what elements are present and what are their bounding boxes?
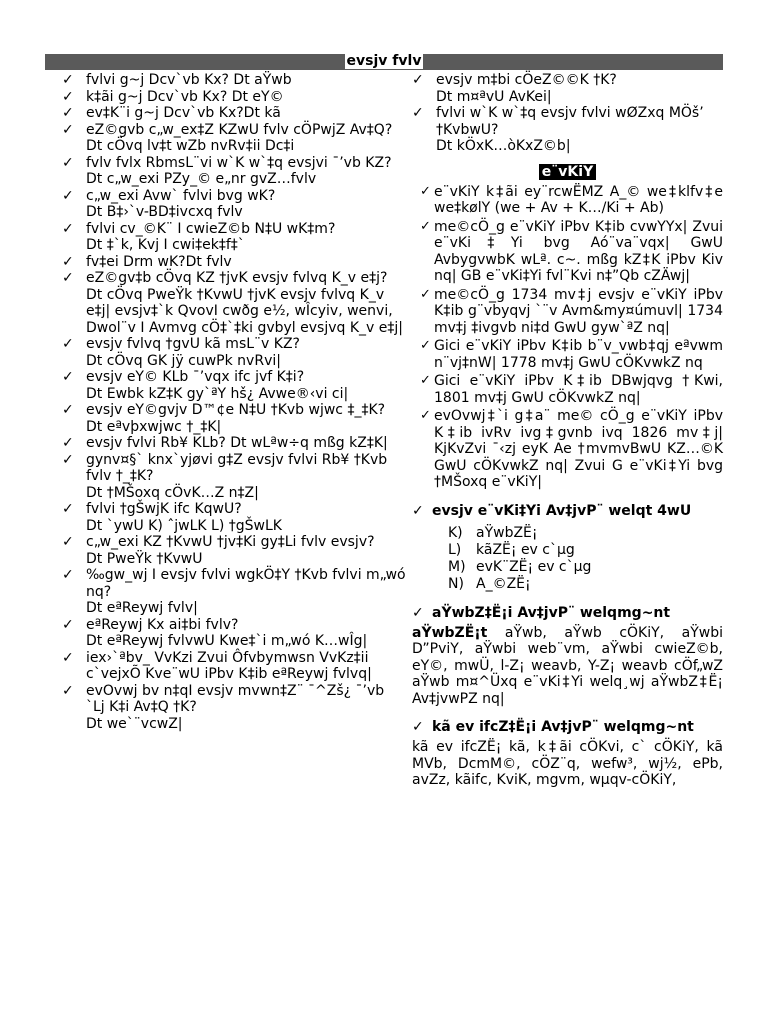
fact-item: ✓ Gici e¨vKiY iPbv K‡ib DBwjqvg †Kwi, 1801 mv‡j GwU cÖKvwkZ nq| <box>420 373 723 406</box>
checkmark-icon: ✓ <box>420 286 431 302</box>
answer: Dt Ewbk kZ‡K gy`ªY hš¿ Avwe®‹vi ci| <box>86 385 349 402</box>
answer: Dt eªvþxwjwc †_‡K| <box>86 418 222 435</box>
answer: Dt B‡›`v-BD‡ivcxq fvlv <box>86 204 243 220</box>
qa-item: ✓ c„w_exi KZ †KvwU †jv‡Ki gy‡Li fvlv evsjv? Dt PweŸk †KvwU <box>62 534 407 567</box>
fact-item: ✓ evOvwj‡`i g‡a¨ me© cÖ_g e¨vKiY iPbv K‡ib ivRv ivg‡gvnb ivq 1826 mv‡j| KjKvZvi ¯‹zj eyK Ae †mvmvBwU KZ…©K GwU cÖKvwkZ nq| Zvui G e¨vKi‡Yi bvg †MŠoxq e¨vKiY| <box>420 408 723 490</box>
checkmark-icon: ✓ <box>62 187 74 204</box>
option-item: M) evK¨ZË¡ ev c`µg <box>448 558 592 575</box>
facts-list <box>412 184 723 491</box>
checkmark-icon: ✓ <box>420 338 431 353</box>
checkmark-icon: ✓ <box>62 105 74 121</box>
checkmark-icon: ✓ <box>420 218 431 234</box>
qa-item: ✓ fv‡ei Drm wK?Dt fvlv <box>62 253 232 270</box>
fact-item: ✓ me©cÖ_g 1734 mv‡j evsjv e¨vKiY iPbv K‡ib g¨vbyqvj `¨v Avm&my¤úmuvl| 1734 mv‡j ‡ivgvb ni‡d GwU gyw`ªZ nq| <box>420 286 723 336</box>
qa-item: ✓ iex›`ªbv_ VvKzi Zvui Ôfvbymwsn VvKz‡ii c`vejxÕ Kve¨wU iPbv K‡ib eªReywj fvlvq| <box>62 649 372 682</box>
checkmark-icon: ✓ <box>62 616 74 633</box>
answer: Dt kÖxK…òKxZ©b| <box>436 138 571 154</box>
heading-phonology: ✓ aŸwbZ‡Ë¡i Av‡jvP¨ welqmg~nt <box>412 604 671 621</box>
option-item: K) aŸwbZË¡ <box>448 524 538 541</box>
qa-item: ✓ eZ©gv‡b cÖvq KZ †jvK evsjv fvlvq K_v e‡j? Dt cÖvq PweŸk †KvwU †jvK evsjv fvlvq K_v e‡j| evsjv‡`k QvovI cwðg e½, wÎcyiv, wenvi, Dwol¨v I Avmvg cÖ‡`‡ki gvbyl evsjvq K_v e‡j| <box>62 270 407 336</box>
heading-grammar-topics: ✓ evsjv e¨vKi‡Yi Av‡jvP¨ welqt 4wU <box>412 502 692 519</box>
answer: Dt PweŸk †KvwU <box>86 550 203 567</box>
checkmark-icon: ✓ <box>62 501 74 517</box>
checkmark-icon: ✓ <box>412 502 424 519</box>
answer: Dt eªReywj fvlvwU Kwe‡`i m„wó K…wÎg| <box>86 633 368 649</box>
heading-morphology: ✓ kã ev ifcZ‡Ë¡i Av‡jvP¨ welqmg~nt <box>412 719 694 735</box>
answer: Dt †MŠoxq cÖvK…Z n‡Z| <box>86 484 259 501</box>
answer: Dt `ywU K) ˆjwLK L) †gŠwLK <box>86 517 282 534</box>
fact-item: ✓ Gici e¨vKiY iPbv K‡ib b¨v_vwb‡qj eªvwm n¨vj‡nW| 1778 mv‡j GwU cÖKvwkZ nq <box>420 338 723 371</box>
left-qa-list <box>62 72 407 732</box>
qa-item: ✓ k‡ãi g~j Dcv`vb Kx? Dt eY© <box>62 88 284 105</box>
answer: Dt ‡`k, Kvj I cwi‡ek‡f‡` <box>86 237 245 253</box>
checkmark-icon: ✓ <box>62 336 74 352</box>
right-qa-list <box>412 72 723 155</box>
qa-item: ✓ ‰gw_wj I evsjv fvlvi wgkÖ‡Y †Kvb fvlvi m„wó nq? Dt eªReywj fvlv| <box>62 567 406 616</box>
answer: Dt cÖvq GK jÿ cuwPk nvRvi| <box>86 352 281 369</box>
checkmark-icon: ✓ <box>62 567 74 583</box>
checkmark-icon: ✓ <box>62 649 74 666</box>
checkmark-icon: ✓ <box>62 402 74 418</box>
left-column <box>62 72 407 732</box>
checkmark-icon: ✓ <box>412 604 424 621</box>
morphology-paragraph: kã ev ifcZË¡ kã, k‡ãi cÖKvi, c` cÖKiY, kã MVb, DcmM©, cÖZ¨q, wefw³, wj½, ePb, avZz, kãifc, KviK, mgvm, wµqv-cÖKiY, <box>412 739 723 788</box>
fact-item: ✓ e¨vKiY k‡ãi ey¨rcwËMZ A_© we‡klfv‡e we‡kølY (we + Av + K…/Ki + Ab) <box>420 183 723 216</box>
qa-item: ✓ fvlvi cv_©K¨ I cwieZ©b N‡U wK‡m? Dt ‡`k, Kvj I cwi‡ek‡f‡` <box>62 221 407 254</box>
checkmark-icon: ✓ <box>420 408 431 423</box>
checkmark-icon: ✓ <box>62 121 74 138</box>
qa-item: ✓ ev‡K¨i g~j Dcv`vb Kx?Dt kã <box>62 105 281 121</box>
checkmark-icon: ✓ <box>412 105 424 121</box>
right-column <box>412 72 723 789</box>
answer: Dt cÖvq PweŸk †KvwU †jvK evsjv fvlvq K_v e‡j| evsjv‡`k QvovI cwðg e½, wÎcyiv, wenvi, Dwol¨v I Avmvg cÖ‡`‡ki gvbyl evsjvq K_v e‡j| <box>86 286 403 336</box>
checkmark-icon: ✓ <box>62 154 74 171</box>
qa-item: ✓ c„w_exi Avw` fvlvi bvg wK? Dt B‡›`v-BD‡ivcxq fvlv <box>62 188 407 221</box>
option-item: N) A_©ZË¡ <box>448 575 531 592</box>
checkmark-icon: ✓ <box>62 220 74 237</box>
qa-item: ✓ fvlvi †gŠwjK ifc KqwU? Dt `ywU K) ˆjwLK L) †gŠwLK <box>62 501 407 534</box>
checkmark-icon: ✓ <box>62 253 74 270</box>
answer: Dt c„w_exi PZy_© e„nr gvZ…fvlv <box>86 171 317 187</box>
qa-item: ✓ gynv¤§` knx`yjøvi g‡Z evsjv fvlvi Rb¥ †Kvb fvlv †_‡K? Dt †MŠoxq cÖvK…Z n‡Z| <box>62 452 407 502</box>
topic-options <box>448 525 723 593</box>
checkmark-icon: ✓ <box>420 373 431 388</box>
checkmark-icon: ✓ <box>412 719 424 735</box>
qa-item: ✓ evsjv m‡bi cÖeZ©©K †K? Dt m¤ªvU AvKei| <box>412 72 723 105</box>
checkmark-icon: ✓ <box>62 534 74 550</box>
qa-item: ✓ fvlvi w`K w`‡q evsjv fvlvi wØZxq MÖš’ †KvbwU? Dt kÖxK…òKxZ©b| <box>412 105 723 155</box>
section-heading: e¨vKiY <box>412 161 723 180</box>
checkmark-icon: ✓ <box>62 72 74 88</box>
fact-item: ✓ me©cÖ_g e¨vKiY iPbv K‡ib cvwYYx| Zvui e¨vKi‡Yi bvg Aó¨va¨vqx| GwU AvbygvwbK wLª. c~. mßg kZ‡K iPbv Kiv nq| GB e¨vKi‡Yi fvl¨Kvi n‡”Qb cZÄwj| <box>420 218 723 284</box>
checkmark-icon: ✓ <box>62 369 74 385</box>
qa-item: ✓ evsjv fvlvq †gvU kã msL¨v KZ? Dt cÖvq GK jÿ cuwPk nvRvi| <box>62 336 407 369</box>
checkmark-icon: ✓ <box>412 72 424 88</box>
qa-item: ✓ eZ©gvb c„w_ex‡Z KZwU fvlv cÖPwjZ Av‡Q? Dt cÖvq lv‡t wZb nvRv‡ii Dc‡i <box>62 122 407 155</box>
answer: Dt we`¨vcwZ| <box>86 715 183 732</box>
answer: Dt cÖvq lv‡t wZb nvRv‡ii Dc‡i <box>86 138 295 154</box>
qa-item: ✓ evsjv eY©gvjv D™¢e N‡U †Kvb wjwc ‡_‡K? Dt eªvþxwjwc †_‡K| <box>62 402 407 435</box>
checkmark-icon: ✓ <box>62 270 74 286</box>
qa-item: ✓ evOvwj bv n‡qI evsjv mvwn‡Z¨ ¯^Zš¿ ¯’vb `Lj K‡i Av‡Q †K? Dt we`¨vcwZ| <box>62 683 407 733</box>
checkmark-icon: ✓ <box>62 682 74 699</box>
checkmark-icon: ✓ <box>420 183 431 199</box>
qa-item: ✓ eªReywj Kx ai‡bi fvlv? Dt eªReywj fvlvwU Kwe‡`i m„wó K…wÎg| <box>62 617 407 650</box>
qa-item: ✓ fvlvi g~j Dcv`vb Kx? Dt aŸwb <box>62 72 292 88</box>
phonology-paragraph: aŸwbZË¡t aŸwb, aŸwb cÖKiY, aŸwbi D”PviY, aŸwbi web¨vm, aŸwbi cwieZ©b, eY©, mwÜ, l-Z¡ weavb, Y-Z¡ weavb cÖf„wZ aŸwb m¤^Üxq e¨vKi‡Yi welq¸wj aŸwbZ‡Ë¡ Av‡jvwPZ nq| <box>412 624 723 707</box>
checkmark-icon: ✓ <box>62 451 74 468</box>
checkmark-icon: ✓ <box>62 435 74 451</box>
qa-item: ✓ evsjv eY© KLb ¯’vqx ifc jvf K‡i? Dt Ewbk kZ‡K gy`ªY hš¿ Avwe®‹vi ci| <box>62 369 407 402</box>
title-bar <box>45 54 723 70</box>
qa-item: ✓ fvlv fvlx RbmsL¨vi w`K w`‡q evsjvi ¯’vb KZ? Dt c„w_exi PZy_© e„nr gvZ…fvlv <box>62 155 407 188</box>
page-title: evsjv fvlv <box>346 53 422 69</box>
qa-item: ✓ evsjv fvlvi Rb¥ KLb? Dt wLªw÷q mßg kZ‡K| <box>62 435 388 451</box>
answer: Dt m¤ªvU AvKei| <box>436 88 552 105</box>
checkmark-icon: ✓ <box>62 88 74 105</box>
option-item: L) kãZË¡ ev c`µg <box>448 541 575 558</box>
answer: Dt eªReywj fvlv| <box>86 600 198 616</box>
